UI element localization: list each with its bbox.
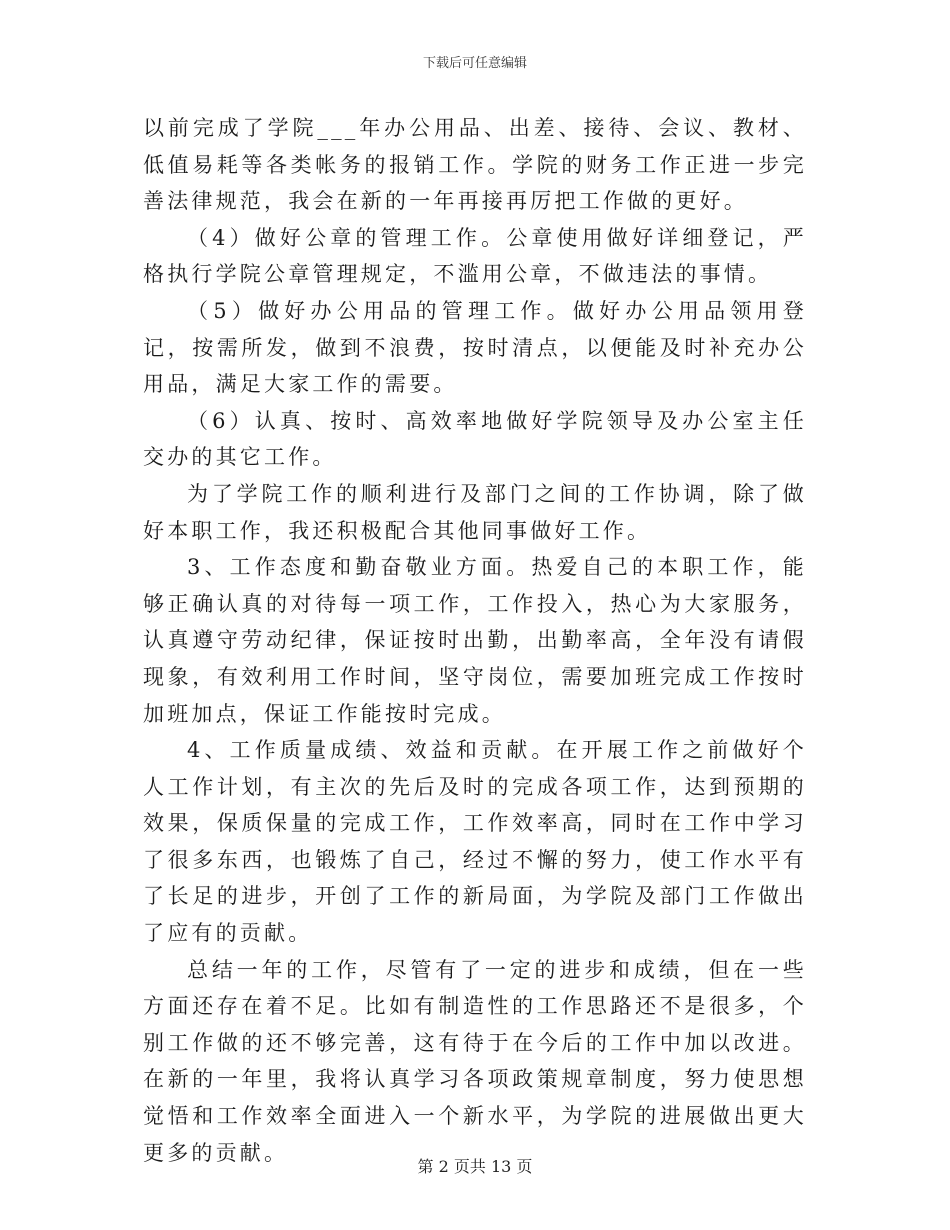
paragraph-1: 以前完成了学院___年办公用品、出差、接待、会议、教材、低值易耗等各类帐务的报销工作。学院的财务工作正进一步完善法律规范，我会在新的一年再接再厉把工作做的更好。 bbox=[143, 116, 807, 214]
paragraph-3: （5）做好办公用品的管理工作。做好办公用品领用登记，按需所发，做到不浪费，按时清点，以便能及时补充办公用品，满足大家工作的需要。 bbox=[143, 298, 807, 397]
paragraph-7: 4、工作质量成绩、效益和贡献。在开展工作之前做好个人工作计划，有主次的先后及时的完成各项工作，达到预期的效果，保质保量的完成工作，工作效率高，同时在工作中学习了很多东西，也锻炼了自己，经过不懈的努力，使工作水平有了长足的进步，开创了工作的新局面，为学院及部门工作做出了应有的贡献。 bbox=[143, 738, 807, 946]
page-footer: 第 2 页共 13 页 bbox=[417, 1157, 533, 1176]
paragraph-4: （6）认真、按时、高效率地做好学院领导及办公室主任交办的其它工作。 bbox=[143, 408, 807, 470]
page-header: 下载后可任意编辑 bbox=[422, 56, 527, 71]
paragraph-8: 总结一年的工作，尽管有了一定的进步和成绩，但在一些方面还存在着不足。比如有制造性的工作思路还不是很多，个别工作做的还不够完善，这有待于在今后的工作中加以改进。在新的一年里，我将认真学习各项政策规章制度，努力使思想觉悟和工作效率全面进入一个新水平，为学院的进展做出更大更多的贡献。 bbox=[143, 957, 807, 1165]
paragraph-2: （4）做好公章的管理工作。公章使用做好详细登记，严格执行学院公章管理规定，不滥用公章，不做违法的事情。 bbox=[143, 225, 807, 287]
document-body bbox=[143, 110, 807, 1171]
paragraph-6: 3、工作态度和勤奋敬业方面。热爱自己的本职工作，能够正确认真的对待每一项工作，工作投入，热心为大家服务，认真遵守劳动纪律，保证按时出勤，出勤率高，全年没有请假现象，有效利用工作时间，坚守岗位，需要加班完成工作按时加班加点，保证工作能按时完成。 bbox=[143, 555, 807, 726]
paragraph-5: 为了学院工作的顺利进行及部门之间的工作协调，除了做好本职工作，我还积极配合其他同事做好工作。 bbox=[143, 481, 807, 543]
